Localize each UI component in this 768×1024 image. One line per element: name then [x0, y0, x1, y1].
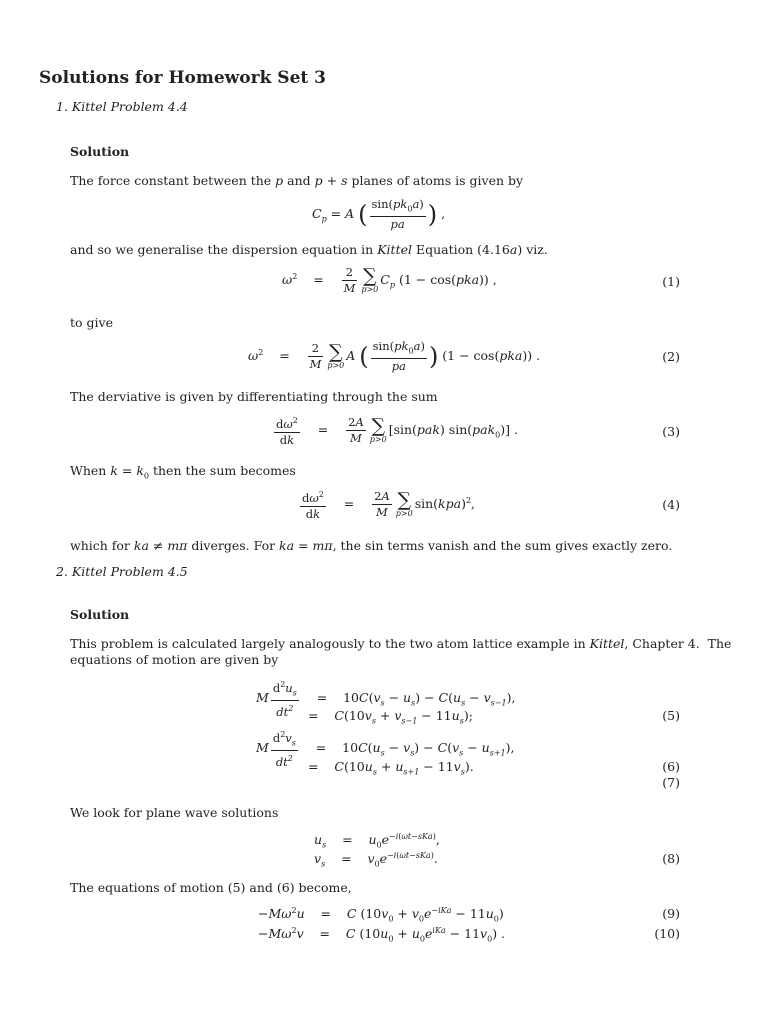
paragraph-force-constant: The force constant between the p and p + s planes of atoms is given by — [70, 173, 524, 188]
equation-number-6: (6) — [662, 759, 680, 774]
equation-number-7: (7) — [662, 775, 680, 790]
equation-6b: = $C(10u_s + u_{s+1} - 11v_s)$. — [308, 759, 474, 777]
paragraph-when-k: When $k = k_0$ then the sum becomes — [70, 463, 296, 481]
equation-5b: = $C(10v_s + v_{s-1} - 11u_s)$; — [308, 708, 473, 726]
equation-2: $\omega^2$ = $\frac{2}{M}$ ∑ p>0 A ( $\frac{\sin(pk_0a)}{pa}$ ) (1 − cos(pka)) . — [248, 339, 541, 374]
paragraph-diverges: which for ka ≠ mπ diverges. For ka = mπ, the sin terms vanish and the sum gives exactly zero. — [70, 538, 673, 553]
solution-heading-2: Solution — [70, 607, 130, 622]
problem-1-label: 1. Kittel Problem 4.4 — [56, 99, 188, 114]
equation-number-2: (2) — [662, 349, 680, 364]
paragraph-analogous-line2: equations of motion are given by — [70, 652, 279, 667]
equation-8a: $u_s$ = $u_0e^{-i(\omega t-sKa)}$, — [314, 832, 440, 850]
equation-number-10: (10) — [654, 926, 680, 941]
equation-8b: $v_s$ = $v_0e^{-i(\omega t-sKa)}$. — [314, 851, 438, 869]
equation-4: $\frac{d\omega^2}{dk}$ = $\frac{2A}{M}$ ∑ p>0 sin(kpa)$^2$, — [302, 488, 476, 521]
equation-number-9: (9) — [662, 906, 680, 921]
page-title: Solutions for Homework Set 3 — [39, 68, 326, 88]
equation-number-5: (5) — [662, 708, 680, 723]
problem-2-label: 2. Kittel Problem 4.5 — [56, 564, 188, 579]
solution-heading-1: Solution — [70, 144, 130, 159]
equation-number-8: (8) — [662, 851, 680, 866]
equation-number-1: (1) — [662, 274, 680, 289]
paragraph-plane-wave: We look for plane wave solutions — [70, 805, 279, 820]
paragraph-to-give: to give — [70, 315, 113, 330]
equation-number-4: (4) — [662, 497, 680, 512]
equation-10: $-M\omega^2v$ = C $(10u_0 + u_0e^{iKa} - 11v_0)$ . — [258, 926, 506, 944]
paragraph-become: The equations of motion (5) and (6) become, — [70, 880, 352, 895]
equation-9: $-M\omega^2u$ = C $(10v_0 + v_0e^{-iKa} - 11u_0)$ — [258, 906, 504, 924]
equation-6a: M $\frac{d^2v_s}{dt^2}$ = $10C(u_s - v_s) - C(v_s - u_{s+1})$, — [256, 730, 515, 769]
paragraph-derivative: The derviative is given by differentiating through the sum — [70, 389, 438, 404]
equation-number-3: (3) — [662, 424, 680, 439]
equation-cp: $C_p = A$ ( $\frac{\sin(pk_0a)}{pa}$ ) , — [312, 197, 446, 232]
paragraph-analogous-line1: This problem is calculated largely analogously to the two atom lattice example in Kittel, Chapter 4. The — [70, 636, 732, 651]
equation-5a: M $\frac{d^2u_s}{dt^2}$ = $10C(v_s - u_s) - C(u_s - v_{s-1})$, — [256, 680, 516, 719]
paragraph-generalise: and so we generalise the dispersion equation in Kittel Equation (4.16a) viz. — [70, 242, 548, 257]
equation-1: $\omega^2$ = $\frac{2}{M}$ ∑ p>0 $C_p$ (1 − cos(pka)) , — [282, 265, 497, 295]
equation-3: $\frac{d\omega^2}{dk}$ = $\frac{2A}{M}$ ∑ p>0 [sin(pak) sin(pak$_0$)] . — [276, 414, 518, 447]
